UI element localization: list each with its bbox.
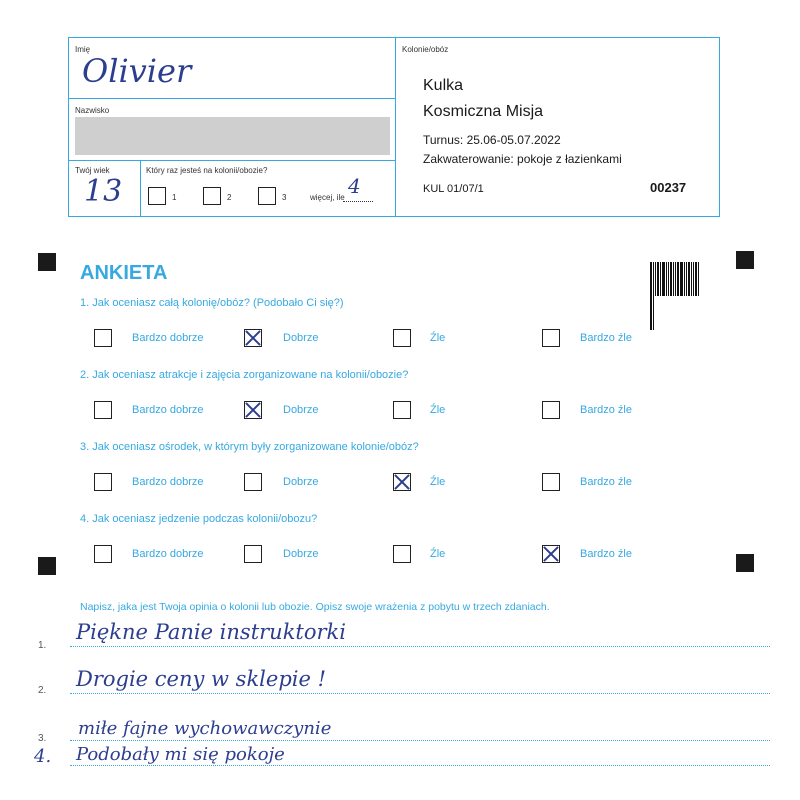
age-label: Twój wiek bbox=[75, 166, 110, 175]
opinion-prompt: Napisz, jaka jest Twoja opinia o kolonii lub obozie. Opisz swoje wrażenia z pobytu w trzech zdaniach. bbox=[80, 601, 550, 613]
barcode-bar bbox=[693, 262, 694, 296]
header-divider-age bbox=[140, 160, 141, 217]
q1-checkbox-1[interactable] bbox=[94, 329, 112, 347]
extra-number: 4. bbox=[34, 746, 52, 767]
question-2: 2. Jak oceniasz atrakcje i zajęcia zorganizowane na kolonii/obozie? bbox=[80, 369, 409, 381]
answer-line-4 bbox=[70, 765, 770, 766]
q3-checkbox-1[interactable] bbox=[94, 473, 112, 491]
barcode-bar bbox=[686, 262, 687, 296]
registration-mark-top-left bbox=[38, 253, 56, 271]
answer-3[interactable]: miłe fajne wychowawczynie bbox=[78, 718, 332, 739]
registration-mark-top-right bbox=[736, 251, 754, 269]
camp-name: Kulka bbox=[423, 77, 464, 94]
q2-option-label-4: Bardzo źle bbox=[580, 404, 632, 416]
q1-option-label-1: Bardzo dobrze bbox=[132, 332, 204, 344]
visit-checkbox-1[interactable] bbox=[148, 187, 166, 205]
barcode-bar bbox=[673, 262, 674, 296]
answer-4[interactable]: Podobały mi się pokoje bbox=[76, 744, 285, 765]
q2-checkbox-1[interactable] bbox=[94, 401, 112, 419]
q1-option-label-4: Bardzo źle bbox=[580, 332, 632, 344]
barcode-bar bbox=[650, 296, 652, 330]
registration-mark-bottom-right bbox=[736, 554, 754, 572]
question-3: 3. Jak oceniasz ośrodek, w którym były zorganizowane kolonie/obóz? bbox=[80, 441, 419, 453]
answer-1[interactable]: Piękne Panie instruktorki bbox=[76, 620, 346, 644]
barcode-bar bbox=[670, 262, 672, 296]
q3-option-label-1: Bardzo dobrze bbox=[132, 476, 204, 488]
visit-checkbox-2[interactable] bbox=[203, 187, 221, 205]
q3-option-label-2: Dobrze bbox=[283, 476, 319, 488]
barcode-bar bbox=[688, 262, 690, 296]
q4-option-label-1: Bardzo dobrze bbox=[132, 548, 204, 560]
q4-option-label-3: Źle bbox=[430, 548, 446, 560]
form-number: 00237 bbox=[650, 180, 687, 195]
barcode bbox=[650, 262, 702, 296]
camp-label: Kolonie/obóz bbox=[402, 45, 449, 54]
visit-more-label: więcej, ile bbox=[310, 193, 345, 202]
survey-title: ANKIETA bbox=[80, 262, 168, 284]
q1-option-label-3: Źle bbox=[430, 332, 446, 344]
barcode-bar bbox=[680, 262, 683, 296]
barcode-bar bbox=[684, 262, 685, 296]
answer-line-1 bbox=[70, 646, 770, 647]
q3-option-label-4: Bardzo źle bbox=[580, 476, 632, 488]
q4-checkbox-4[interactable] bbox=[542, 545, 560, 563]
answer-line-2 bbox=[70, 693, 770, 694]
barcode-bar bbox=[655, 262, 656, 296]
q2-checkbox-3[interactable] bbox=[393, 401, 411, 419]
camp-code: KUL 01/07/1 bbox=[423, 183, 484, 195]
camp-turnus: Turnus: 25.06-05.07.2022 bbox=[423, 133, 561, 147]
q2-checkbox-2[interactable] bbox=[244, 401, 262, 419]
answer-line-3 bbox=[70, 740, 770, 741]
q1-checkbox-2[interactable] bbox=[244, 329, 262, 347]
registration-mark-bottom-left bbox=[38, 557, 56, 575]
barcode-bar bbox=[653, 296, 654, 330]
q4-option-label-2: Dobrze bbox=[283, 548, 319, 560]
q2-option-label-2: Dobrze bbox=[283, 404, 319, 416]
barcode-bar bbox=[668, 262, 669, 296]
barcode-bar bbox=[660, 262, 661, 296]
q2-option-label-3: Źle bbox=[430, 404, 446, 416]
camp-lodging: Zakwaterowanie: pokoje z łazienkami bbox=[423, 152, 622, 166]
barcode-bar bbox=[650, 262, 652, 296]
line-number-3: 3. bbox=[38, 733, 47, 744]
question-4: 4. Jak oceniasz jedzenie podczas kolonii/obozu? bbox=[80, 513, 318, 525]
q2-checkbox-4[interactable] bbox=[542, 401, 560, 419]
barcode-bar bbox=[698, 262, 699, 296]
barcode-bar bbox=[662, 262, 665, 296]
q4-option-label-4: Bardzo źle bbox=[580, 548, 632, 560]
header-divider-vertical bbox=[395, 37, 396, 217]
line-number-1: 1. bbox=[38, 640, 47, 651]
q1-option-label-2: Dobrze bbox=[283, 332, 319, 344]
q3-checkbox-4[interactable] bbox=[542, 473, 560, 491]
surname-redaction bbox=[75, 117, 390, 155]
answer-2[interactable]: Drogie ceny w sklepie ! bbox=[76, 667, 327, 691]
visit-more-line bbox=[343, 201, 373, 202]
visit-more-value[interactable]: 4 bbox=[348, 174, 361, 198]
barcode-bar bbox=[695, 262, 697, 296]
visit-option-1: 1 bbox=[172, 193, 177, 202]
barcode-bar bbox=[666, 262, 667, 296]
q2-option-label-1: Bardzo dobrze bbox=[132, 404, 204, 416]
visit-checkbox-3[interactable] bbox=[258, 187, 276, 205]
q1-checkbox-4[interactable] bbox=[542, 329, 560, 347]
q4-checkbox-2[interactable] bbox=[244, 545, 262, 563]
q3-checkbox-2[interactable] bbox=[244, 473, 262, 491]
q4-checkbox-1[interactable] bbox=[94, 545, 112, 563]
surname-label: Nazwisko bbox=[75, 106, 110, 115]
name-value: Olivier bbox=[82, 52, 192, 90]
q3-checkbox-3[interactable] bbox=[393, 473, 411, 491]
visits-label: Który raz jesteś na kolonii/obozie? bbox=[146, 166, 268, 175]
line-number-2: 2. bbox=[38, 685, 47, 696]
barcode-bar bbox=[657, 262, 659, 296]
age-value: 13 bbox=[84, 174, 123, 209]
name-label: Imię bbox=[75, 45, 91, 54]
q4-checkbox-3[interactable] bbox=[393, 545, 411, 563]
barcode-bar bbox=[691, 262, 692, 296]
q1-checkbox-3[interactable] bbox=[393, 329, 411, 347]
header-divider-2 bbox=[68, 160, 395, 161]
barcode-bar bbox=[653, 262, 654, 296]
visit-option-2: 2 bbox=[227, 193, 232, 202]
camp-program: Kosmiczna Misja bbox=[423, 103, 544, 120]
visit-option-3: 3 bbox=[282, 193, 287, 202]
q3-option-label-3: Źle bbox=[430, 476, 446, 488]
barcode-bar bbox=[675, 262, 676, 296]
header-divider-1 bbox=[68, 98, 395, 99]
question-1: 1. Jak oceniasz całą kolonię/obóz? (Podobało Ci się?) bbox=[80, 297, 344, 309]
barcode-bar bbox=[677, 262, 679, 296]
